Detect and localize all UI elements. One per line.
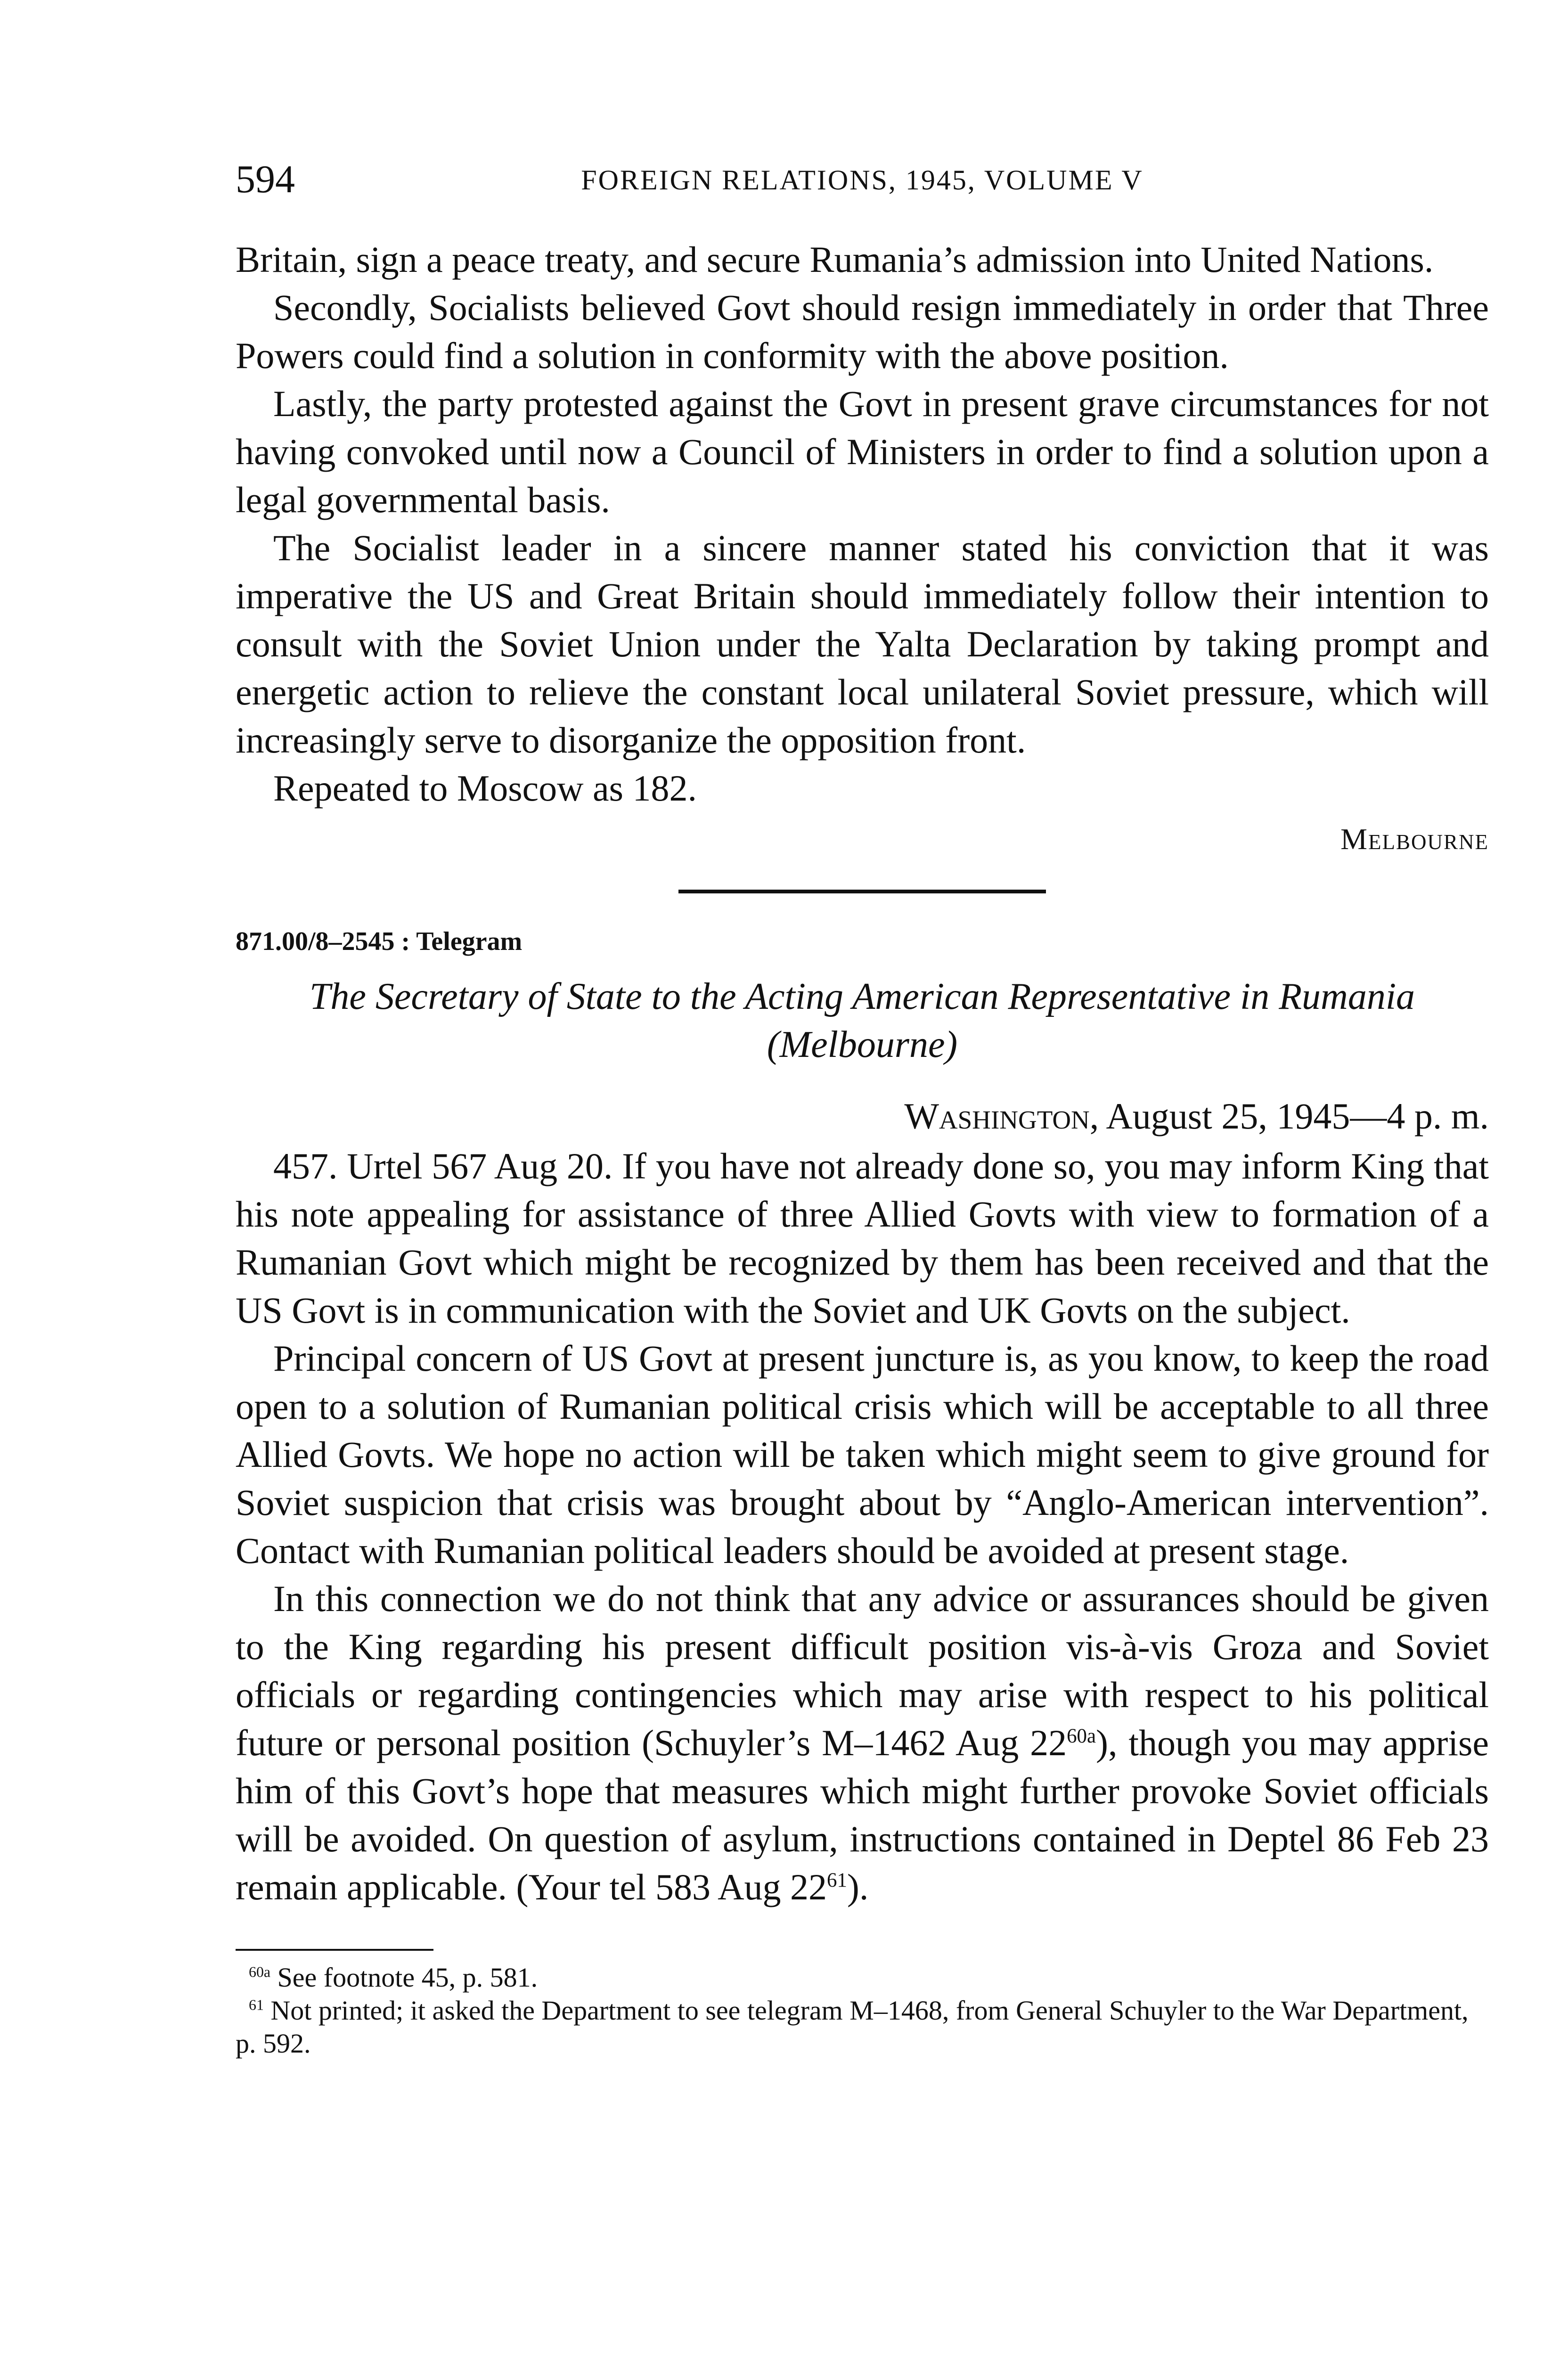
dateline [236,1095,1489,1137]
footnote-marker: 60a [249,1963,271,1980]
prev-doc-paragraph: Secondly, Socialists believed Govt should resign immediately in order that Three Powers could find a solution in conformity with the above position. [236,287,1489,376]
footnote-text: Not printed; it asked the Department to see telegram M–1468, from General Schuyler to the War Department, p. 592. [236,1995,1469,2059]
footnote-ref: 61 [827,1869,847,1891]
paragraph-text: ), though you may apprise him of this Govt’s hope that measures which might further provoke Soviet officials will be avoided. On question of asylum, instructions contained in Deptel 86 Feb 23 remain applicable. (Your tel 583 Aug 22 [236,1722,1489,1907]
prev-doc-paragraph: Lastly, the party protested against the Govt in present grave circumstances for not having convoked until now a Council of Ministers in order to find a solution upon a legal governmental basis. [236,383,1489,520]
page-body [236,236,1489,2060]
paragraph-text: ). [847,1866,869,1907]
running-head: FOREIGN RELATIONS, 1945, VOLUME V [581,164,1143,196]
dateline-place: Washington [904,1096,1090,1137]
footnote [236,1994,1489,2060]
body-paragraph: 457. Urtel 567 Aug 20. If you have not already done so, you may inform King that his note appealing for assistance of three Allied Govts with view to formation of a Rumanian Govt which might be recognized by them has been received and that the US Govt is in communication with the Soviet and UK Govts on the subject. [236,1145,1489,1331]
section-divider [678,890,1046,893]
footnote-ref: 60a [1067,1725,1096,1747]
prev-doc-paragraph: Britain, sign a peace treaty, and secure Rumania’s admission into United Nations. [236,239,1434,280]
dateline-date: , August 25, 1945—4 p. m. [1089,1096,1489,1137]
page-number: 594 [236,157,295,201]
document-title: The Secretary of State to the Acting American Representative in Rumania (Melbourne) [309,976,1415,1065]
footnote-divider [236,1949,433,1951]
prev-doc-paragraph: The Socialist leader in a sincere manner stated his conviction that it was imperative the US and Great Britain should immediately follow their intention to consult with the Soviet Union under the Yalta Declaration by taking prompt and energetic action to relieve the constant local unilateral Soviet pressure, which will increasingly serve to disorganize the opposition front. [236,527,1489,761]
footnote [236,1961,1489,1994]
file-reference: 871.00/8–2545 : Telegram [236,927,523,956]
body-paragraph [236,1575,1489,1911]
signature: Melbourne [1340,822,1489,856]
footnote-text: See footnote 45, p. 581. [277,1962,538,1993]
footnote-marker: 61 [249,1996,264,2013]
prev-doc-paragraph: Repeated to Moscow as 182. [273,768,697,809]
paragraph-text: In this connection we do not think that any advice or assurances should be given to the King regarding his present difficult position vis-à-vis Groza and Soviet officials or regarding contingencies which may arise with respect to his political future or personal position (Schuyler’s M–1462 Aug 22 [236,1578,1489,1763]
page-header [236,156,1489,208]
body-paragraph: Principal concern of US Govt at present juncture is, as you know, to keep the road open to a solution of Rumanian political crisis which will be acceptable to all three Allied Govts. We hope no action will be taken which might seem to give ground for Soviet suspicion that crisis was brought about by “Anglo-American intervention”. Contact with Rumanian political leaders should be avoided at present stage. [236,1338,1489,1571]
